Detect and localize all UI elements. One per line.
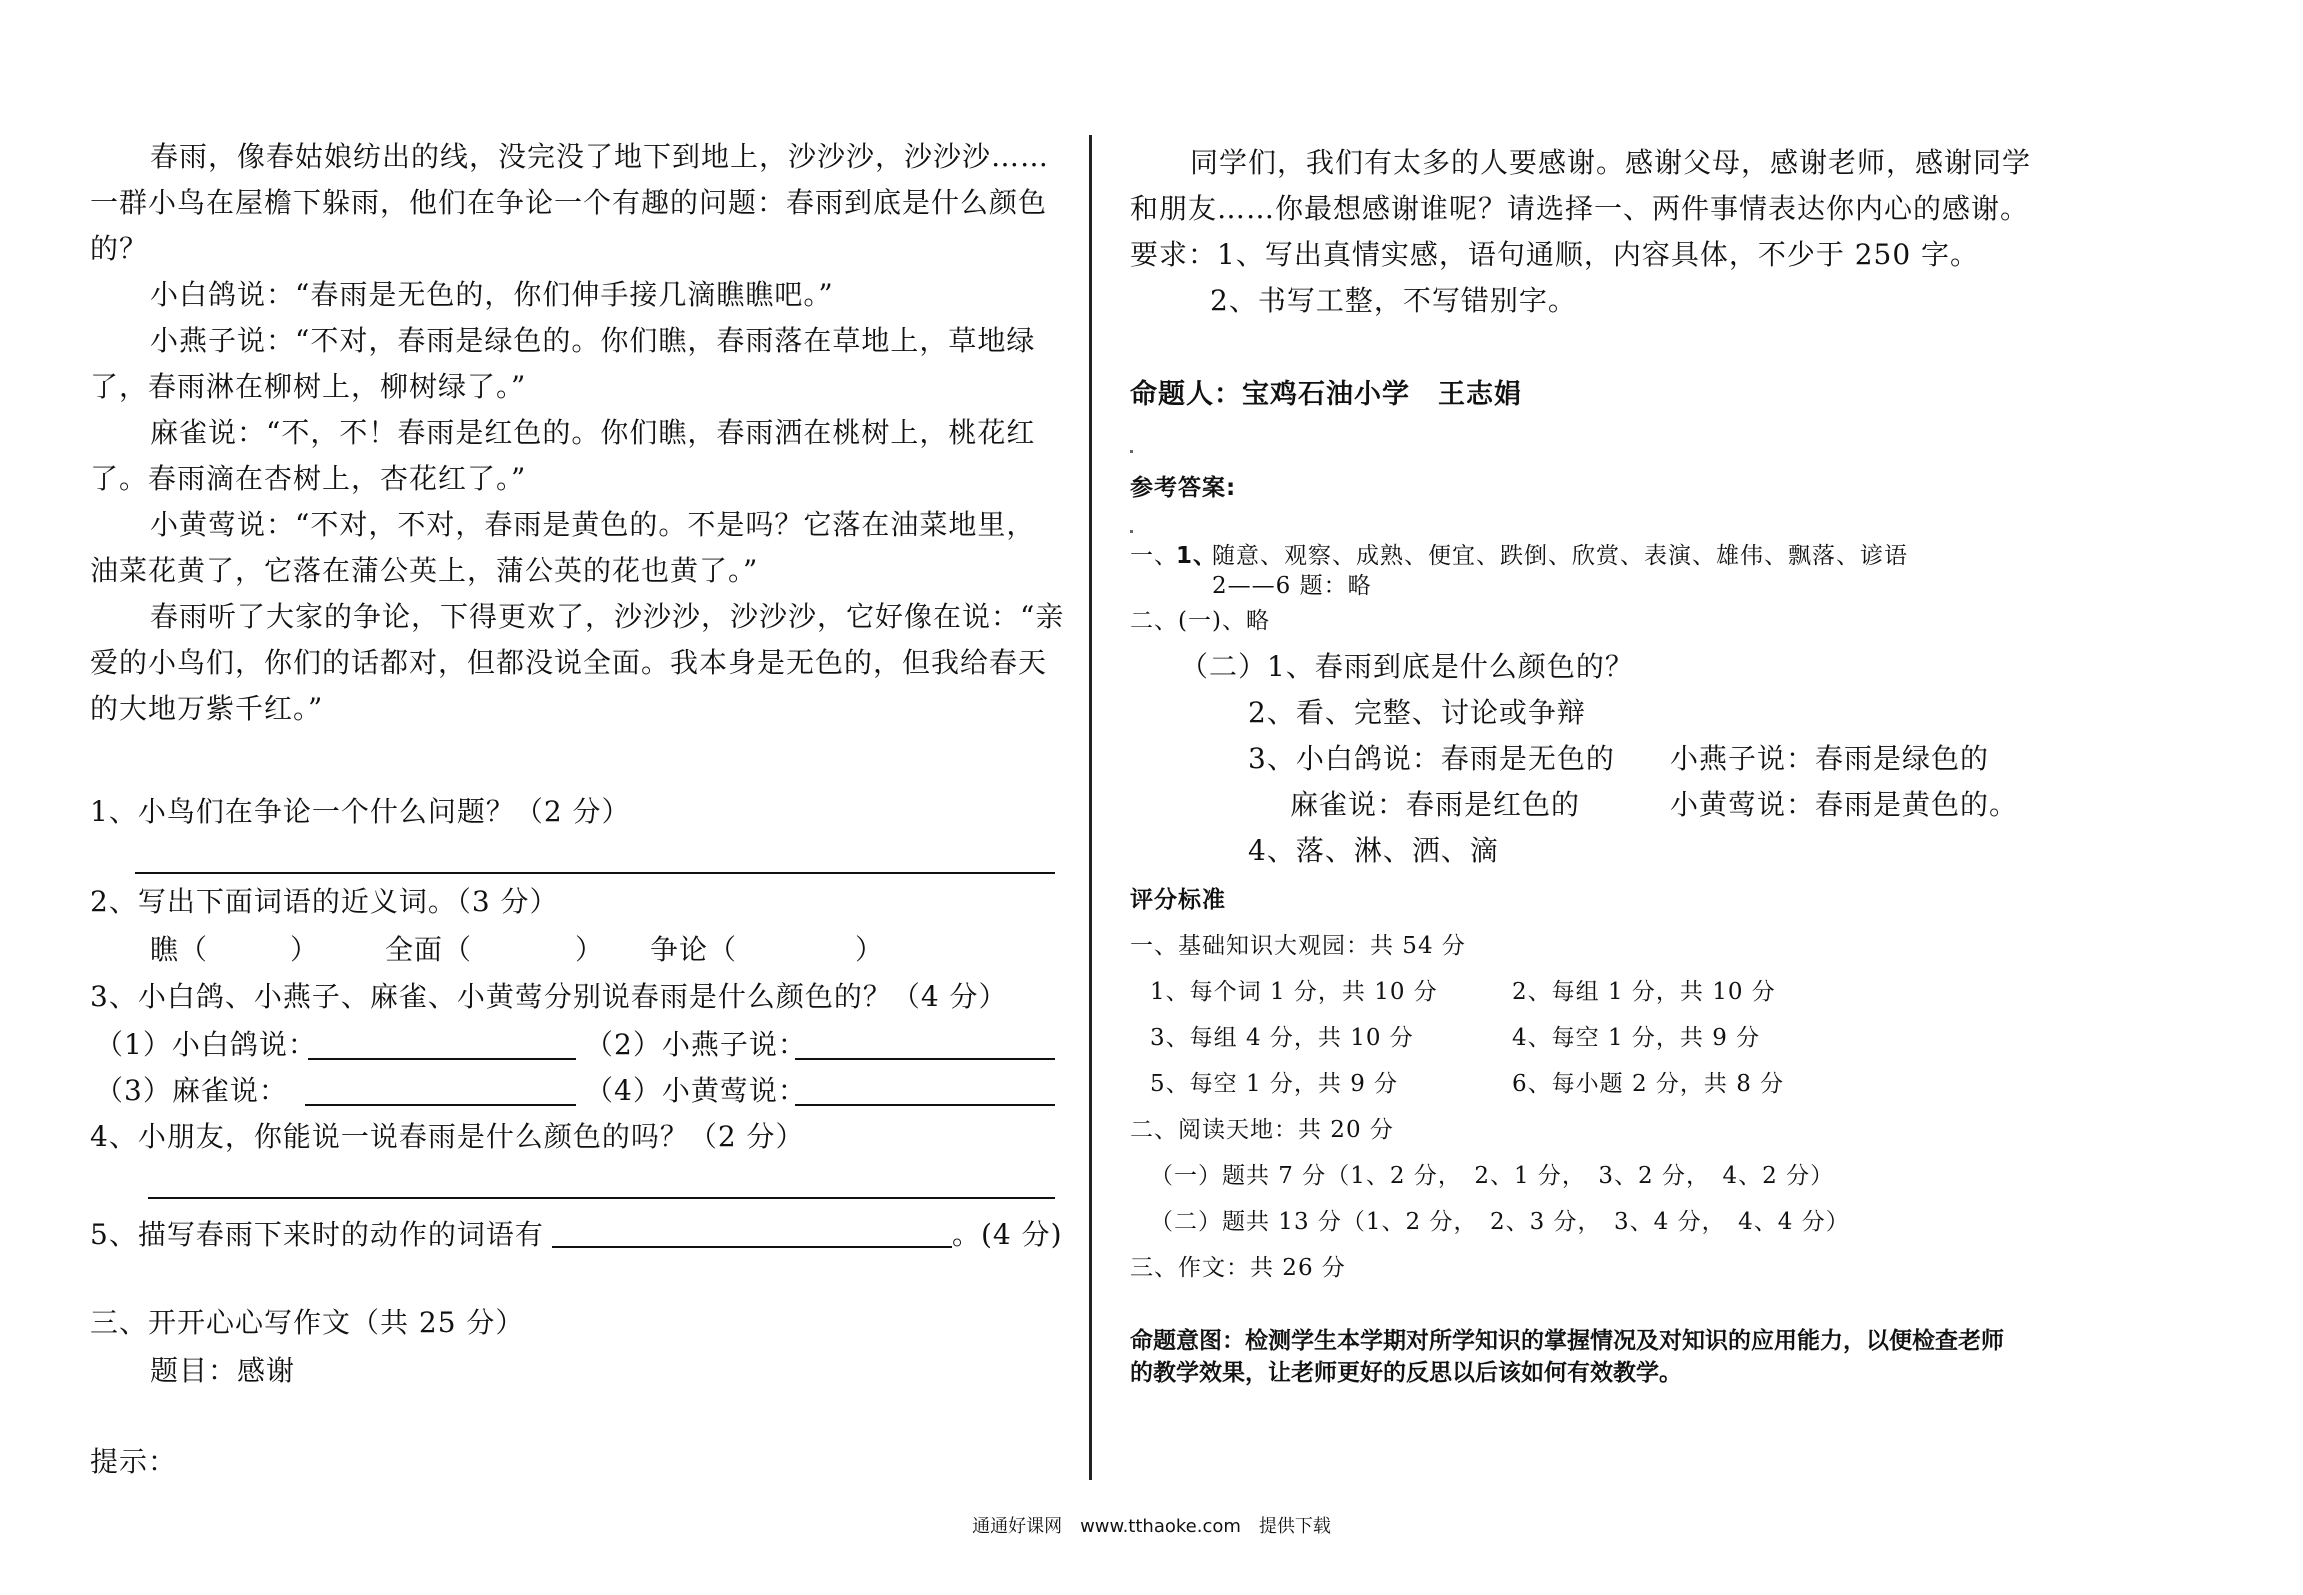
answer-2-2-3c: 麻雀说：春雨是红色的 bbox=[1290, 788, 1581, 821]
footer-credit: 通通好课网 www.tthaoke.com 提供下载 bbox=[972, 1516, 1331, 1537]
q2-word-2: 全面（ bbox=[385, 933, 473, 966]
score-item-6: 6、每小题 2 分，共 8 分 bbox=[1512, 1071, 1785, 1097]
answer-line-q3-3[interactable] bbox=[305, 1104, 576, 1106]
passage-line: 春雨听了大家的争论，下得更欢了，沙沙沙，沙沙沙，它好像在说：“亲 bbox=[150, 600, 1065, 633]
answer-1-text: 随意、观察、成熟、便宜、跌倒、欣赏、表演、雄伟、飘落、谚语 bbox=[1212, 543, 1908, 569]
answer-line-q3-4[interactable] bbox=[795, 1104, 1055, 1106]
passage-line: 春雨，像春姑娘纺出的线，没完没了地下到地上，沙沙沙，沙沙沙…… bbox=[150, 140, 1050, 173]
scan-dot bbox=[1130, 530, 1133, 533]
essay-prompt-line: 和朋友……你最想感谢谁呢？请选择一、两件事情表达你内心的感谢。 bbox=[1130, 192, 2030, 225]
answer-line-q3-1[interactable] bbox=[308, 1058, 576, 1060]
essay-topic: 题目：感谢 bbox=[150, 1354, 296, 1387]
passage-line: 小白鸽说：“春雨是无色的，你们伸手接几滴瞧瞧吧。” bbox=[150, 278, 834, 311]
answer-1-prefix: 一、 bbox=[1130, 543, 1178, 569]
passage-line: 了。春雨滴在杏树上，杏花红了。” bbox=[90, 462, 527, 495]
score-section-2-2: （二）题共 13 分（1、2 分， 2、3 分， 3、4 分， 4、4 分） bbox=[1150, 1209, 1850, 1235]
score-item-3: 3、每组 4 分，共 10 分 bbox=[1150, 1025, 1414, 1051]
answer-2-2-1: （二）1、春雨到底是什么颜色的？ bbox=[1180, 650, 1634, 683]
answer-2-1: 二、(一)、略 bbox=[1130, 608, 1270, 634]
answer-2-2-2: 2、看、完整、讨论或争辩 bbox=[1248, 696, 1586, 729]
essay-requirement-2: 2、书写工整，不写错别字。 bbox=[1210, 284, 1577, 317]
answer-line-q4[interactable] bbox=[148, 1197, 1055, 1199]
answer-line-q5[interactable] bbox=[552, 1246, 952, 1248]
passage-line: 一群小鸟在屋檐下躲雨，他们在争论一个有趣的问题：春雨到底是什么颜色 bbox=[90, 186, 1048, 219]
answer-1-num: 1、 bbox=[1176, 543, 1218, 569]
answer-1-rest: 2——6 题：略 bbox=[1212, 573, 1372, 599]
question-1: 1、小鸟们在争论一个什么问题？（2 分） bbox=[90, 795, 631, 828]
left-column bbox=[0, 0, 1080, 1595]
question-5-end: 。(4 分) bbox=[952, 1218, 1063, 1251]
q3-part-2: （2）小燕子说： bbox=[585, 1028, 807, 1061]
q2-word-1: 瞧（ bbox=[150, 933, 209, 966]
q3-part-4: （4）小黄莺说： bbox=[585, 1074, 807, 1107]
question-3: 3、小白鸽、小燕子、麻雀、小黄莺分别说春雨是什么颜色的？（4 分） bbox=[90, 980, 1008, 1013]
q2-word-2-close: ） bbox=[575, 933, 605, 966]
answer-2-2-3d: 小黄莺说：春雨是黄色的。 bbox=[1670, 788, 2019, 821]
essay-requirement-1: 要求：1、写出真情实感，语句通顺，内容具体，不少于 250 字。 bbox=[1130, 238, 1980, 271]
passage-line: 麻雀说：“不，不！春雨是红色的。你们瞧，春雨洒在桃树上，桃花红 bbox=[150, 416, 1036, 449]
score-section-2-1: （一）题共 7 分（1、2 分， 2、1 分， 3、2 分， 4、2 分） bbox=[1150, 1163, 1835, 1189]
score-section-1: 一、基础知识大观园：共 54 分 bbox=[1130, 933, 1466, 959]
scoring-title: 评分标准 bbox=[1130, 887, 1226, 913]
question-5: 5、描写春雨下来时的动作的词语有 bbox=[90, 1218, 544, 1251]
score-item-4: 4、每空 1 分，共 9 分 bbox=[1512, 1025, 1761, 1051]
author-line: 命题人：宝鸡石油小学 王志娟 bbox=[1130, 379, 1522, 410]
column-divider bbox=[1089, 135, 1092, 1480]
essay-hint: 提示： bbox=[90, 1445, 178, 1478]
passage-line: 的？ bbox=[90, 232, 149, 265]
passage-line: 的大地万紫千红。” bbox=[90, 692, 324, 725]
score-section-3: 三、作文：共 26 分 bbox=[1130, 1255, 1346, 1281]
answer-2-2-4: 4、落、淋、洒、滴 bbox=[1248, 834, 1499, 867]
q2-word-3: 争论（ bbox=[650, 933, 738, 966]
q2-word-3-close: ） bbox=[855, 933, 885, 966]
passage-line: 爱的小鸟们，你们的话都对，但都没说全面。我本身是无色的，但我给春天 bbox=[90, 646, 1048, 679]
score-section-2: 二、阅读天地：共 20 分 bbox=[1130, 1117, 1394, 1143]
score-item-1: 1、每个词 1 分，共 10 分 bbox=[1150, 979, 1438, 1005]
right-column bbox=[1100, 0, 2303, 1595]
q2-word-1-close: ） bbox=[290, 933, 320, 966]
q3-part-1: （1）小白鸽说： bbox=[95, 1028, 317, 1061]
answer-2-2-3b: 小燕子说：春雨是绿色的 bbox=[1670, 742, 1990, 775]
score-item-2: 2、每组 1 分，共 10 分 bbox=[1512, 979, 1776, 1005]
answers-title: 参考答案: bbox=[1130, 475, 1237, 501]
passage-line: 小黄莺说：“不对，不对，春雨是黄色的。不是吗？它落在油菜地里， bbox=[150, 508, 1036, 541]
answer-2-2-3a: 3、小白鸽说：春雨是无色的 bbox=[1248, 742, 1615, 775]
passage-line: 了，春雨淋在柳树上，柳树绿了。” bbox=[90, 370, 527, 403]
answer-line-q1[interactable] bbox=[135, 872, 1055, 874]
question-4: 4、小朋友，你能说一说春雨是什么颜色的吗？（2 分） bbox=[90, 1120, 805, 1153]
score-item-5: 5、每空 1 分，共 9 分 bbox=[1150, 1071, 1399, 1097]
passage-line: 油菜花黄了，它落在蒲公英上，蒲公英的花也黄了。” bbox=[90, 554, 759, 587]
section-3-title: 三、开开心心写作文（共 25 分） bbox=[90, 1306, 525, 1339]
intent-line-1: 命题意图：检测学生本学期对所学知识的掌握情况及对知识的应用能力，以便检查老师 bbox=[1130, 1328, 2004, 1354]
question-2: 2、写出下面词语的近义词。（3 分） bbox=[90, 885, 559, 918]
q3-part-3: （3）麻雀说： bbox=[95, 1074, 288, 1107]
passage-line: 小燕子说：“不对，春雨是绿色的。你们瞧，春雨落在草地上，草地绿 bbox=[150, 324, 1036, 357]
answer-line-q3-2[interactable] bbox=[795, 1058, 1055, 1060]
scan-dot bbox=[1130, 450, 1133, 453]
intent-line-2: 的教学效果，让老师更好的反思以后该如何有效教学。 bbox=[1130, 1360, 1682, 1386]
essay-prompt-line: 同学们，我们有太多的人要感谢。感谢父母，感谢老师，感谢同学 bbox=[1190, 146, 2032, 179]
